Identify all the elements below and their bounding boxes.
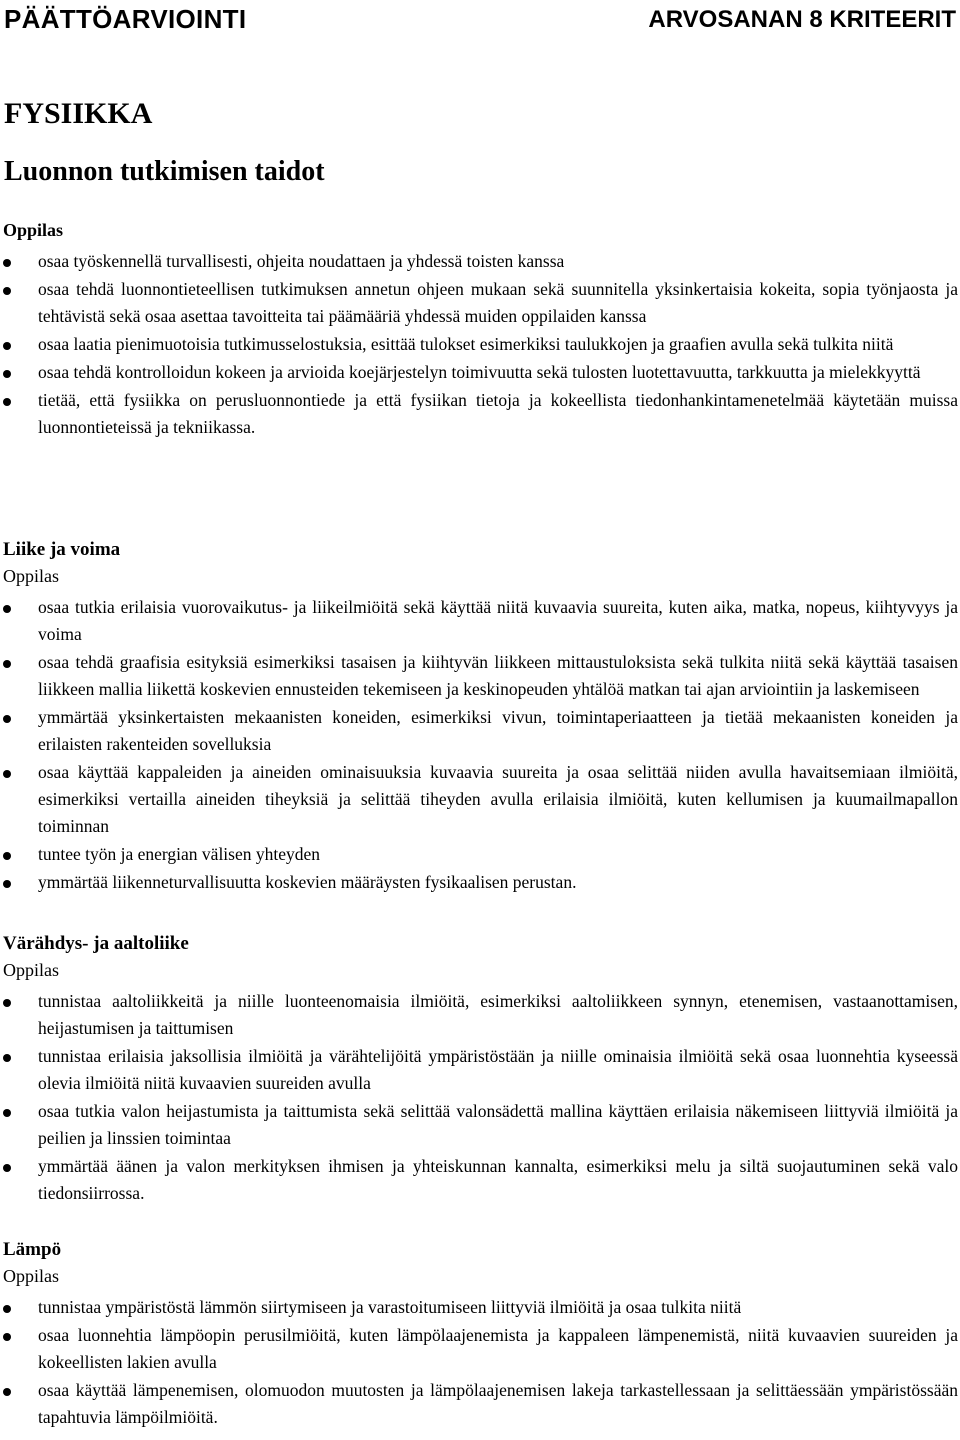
list-item-text: osaa tehdä luonnontieteellisen tutkimuksen annetun ohjeen mukaan sekä suunnitella yksinkertaisia kokeita, sopia työnjaosta ja tehtävistä sekä osaa asettaa tavoitteita tai päämääriä yhdessä muiden oppilaiden kanssa: [38, 279, 958, 326]
list-item-text: osaa luonnehtia lämpöopin perusilmiöitä, kuten lämpölaajenemista ja kappaleen lämpenemistä, niitä kuvaavien suureiden ja kokeellisten lakien avulla: [38, 1325, 958, 1372]
criteria-list: [0, 248, 960, 441]
bullet-icon: [3, 770, 11, 778]
section-subheading: Oppilas: [3, 1266, 59, 1286]
list-item: [0, 1322, 960, 1376]
list-item-text: osaa työskennellä turvallisesti, ohjeita noudattaen ja yhdessä toisten kanssa: [38, 251, 565, 271]
criteria-list: [0, 988, 960, 1207]
document-title: PÄÄTTÖARVIOINTI: [4, 4, 247, 34]
list-item: [0, 649, 960, 703]
list-item-text: osaa tutkia erilaisia vuorovaikutus- ja liikeilmiöitä sekä käyttää niitä kuvaavia suureita, kuten aika, matka, nopeus, kiihtyvyys ja voima: [38, 597, 958, 644]
bullet-icon: [3, 1164, 11, 1172]
bullet-icon: [3, 1054, 11, 1062]
section-heat: [0, 1236, 960, 1431]
list-item: [0, 759, 960, 840]
list-item: [0, 841, 960, 868]
subject-title: FYSIIKKA: [4, 97, 153, 130]
bullet-icon: [3, 880, 11, 888]
section-oscillation-and-waves: [0, 930, 960, 1207]
bullet-icon: [3, 398, 11, 406]
section-subheading: Oppilas: [3, 960, 59, 980]
bullet-icon: [3, 342, 11, 350]
list-item: [0, 1377, 960, 1431]
list-item: [0, 248, 960, 275]
section-heading: Liike ja voima: [3, 539, 121, 560]
list-item: [0, 359, 960, 386]
bullet-icon: [3, 287, 11, 295]
bullet-icon: [3, 259, 11, 267]
list-item-text: osaa laatia pienimuotoisia tutkimusselostuksia, esittää tulokset esimerkiksi taulukkojen ja graafien avulla sekä tulkita niitä: [38, 334, 894, 354]
bullet-icon: [3, 999, 11, 1007]
list-item-text: tunnistaa aaltoliikkeitä ja niille luonteenomaisia ilmiöitä, esimerkiksi aaltoliikkeen synnyn, etenemisen, vastaanottamisen, heijastumisen ja taittumisen: [38, 991, 958, 1038]
list-item: [0, 1294, 960, 1321]
section-heading: Lämpö: [3, 1239, 62, 1260]
section-heading: Värähdys- ja aaltoliike: [3, 933, 189, 954]
criteria-list: [0, 594, 960, 896]
bullet-icon: [3, 660, 11, 668]
bullet-icon: [3, 605, 11, 613]
section-subheading: Oppilas: [3, 566, 59, 586]
list-item: [0, 594, 960, 648]
section-research-skills: [0, 217, 960, 441]
list-item: [0, 331, 960, 358]
list-item: [0, 988, 960, 1042]
list-item-text: ymmärtää yksinkertaisten mekaanisten koneiden, esimerkiksi vivun, toimintaperiaatteen ja tietää mekaanisten koneiden ja erilaisten rakenteiden sovelluksia: [38, 707, 958, 754]
page-header: [4, 0, 956, 40]
list-item: [0, 276, 960, 330]
bullet-icon: [3, 1109, 11, 1117]
list-item: [0, 1153, 960, 1207]
list-item-text: osaa tutkia valon heijastumista ja taittumista sekä selittää valonsädettä mallina käyttäen erilaisia näkemiseen liittyviä ilmiöitä ja peilien ja linssien toimintaa: [38, 1101, 958, 1148]
bullet-icon: [3, 1305, 11, 1313]
list-item-text: ymmärtää äänen ja valon merkityksen ihmisen ja yhteiskunnan kannalta, esimerkiksi melu ja siltä suojautuminen sekä valo tiedonsiirrossa.: [38, 1156, 958, 1203]
list-item: [0, 869, 960, 896]
list-item-text: osaa tehdä kontrolloidun kokeen ja arvioida koejärjestelyn toimivuutta sekä tulosten luotettavuutta, tarkkuutta ja mielekkyyttä: [38, 362, 921, 382]
bullet-icon: [3, 852, 11, 860]
list-item-text: osaa tehdä graafisia esityksiä esimerkiksi tasaisen ja kiihtyvän liikkeen mittaustuloksista sekä tulkita niitä sekä käyttää tasaisen liikkeen mallia liikettä koskevien ennusteiden tekemiseen ja keskinopeuden yhtälöä matkan tai ajan arviointiin ja laskemiseen: [38, 652, 958, 699]
grade-criteria-title: ARVOSANAN 8 KRITEERIT: [648, 6, 956, 33]
list-item: [0, 704, 960, 758]
list-item-text: osaa käyttää kappaleiden ja aineiden ominaisuuksia kuvaavia suureita ja osaa selittää niiden avulla havaitsemiaan ilmiöitä, esimerkiksi vertailla aineiden tiheyksiä ja selittää tiheyden avulla erilaisia ilmiöitä, kuten kellumisen ja kuumailmapallon toiminnan: [38, 762, 958, 836]
list-item: [0, 387, 960, 441]
bullet-icon: [3, 1333, 11, 1341]
bullet-icon: [3, 715, 11, 723]
list-item-text: tietää, että fysiikka on perusluonnontiede ja että fysiikan tietoja ja kokeellista tiedonhankintamenetelmää käytetään muissa luonnontieteissä ja tekniikassa.: [38, 390, 958, 437]
list-item-text: ymmärtää liikenneturvallisuutta koskevien määräysten fysikaalisen perustan.: [38, 872, 577, 892]
section-subheading: Oppilas: [3, 220, 64, 240]
section-motion-and-force: [0, 536, 960, 896]
list-item-text: tuntee työn ja energian välisen yhteyden: [38, 844, 321, 864]
list-item-text: osaa käyttää lämpenemisen, olomuodon muutosten ja lämpölaajenemisen lakeja tarkastellessaan ja selittäessään ympäristössään tapahtuvia lämpöilmiöitä.: [38, 1380, 958, 1427]
bullet-icon: [3, 1388, 11, 1396]
list-item-text: tunnistaa erilaisia jaksollisia ilmiöitä ja värähtelijöitä ympäristöstään ja niille ominaisia ilmiöitä sekä osaa luonnehtia kyseessä olevia ilmiöitä niitä kuvaavien suureiden avulla: [38, 1046, 958, 1093]
list-item-text: tunnistaa ympäristöstä lämmön siirtymiseen ja varastoitumiseen liittyviä ilmiöitä ja osaa tulkita niitä: [38, 1297, 742, 1317]
area-title: Luonnon tutkimisen taidot: [4, 156, 325, 187]
criteria-list: [0, 1294, 960, 1431]
list-item: [0, 1098, 960, 1152]
list-item: [0, 1043, 960, 1097]
bullet-icon: [3, 370, 11, 378]
